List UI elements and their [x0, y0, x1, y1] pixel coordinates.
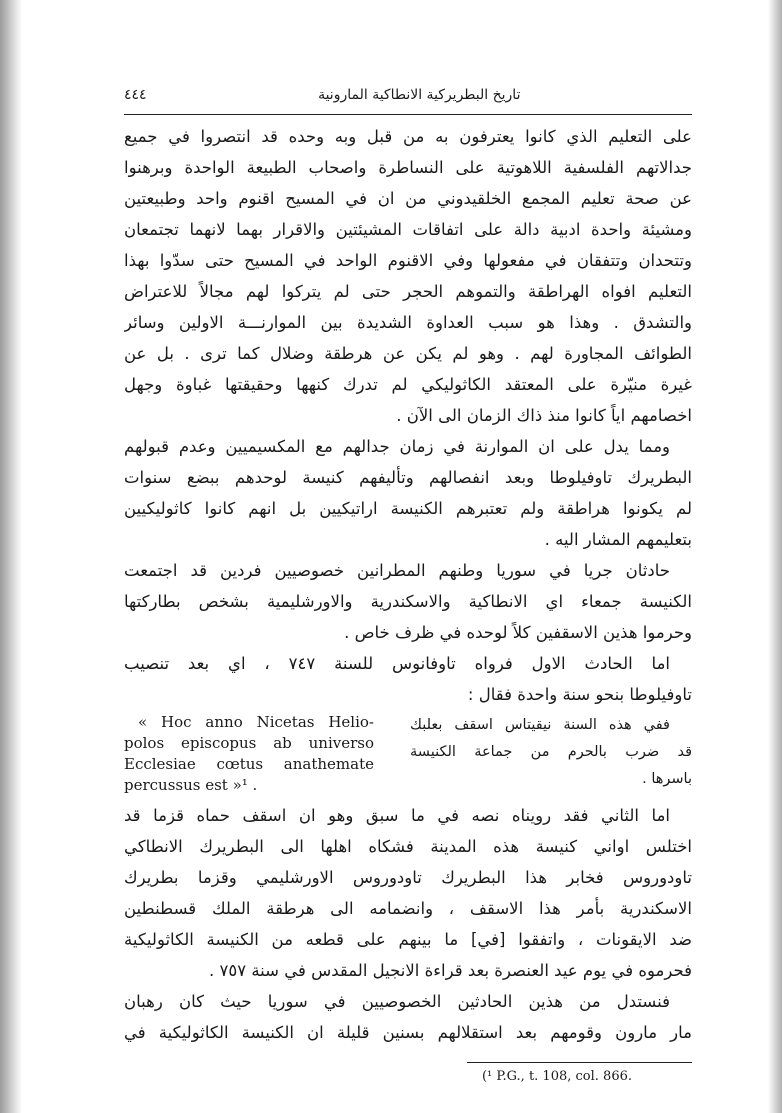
text-line: بتعليمهم المشار اليه . — [544, 530, 692, 549]
text-line: وتتحدان وتتفقان في مفعولها وفي الاقنوم الواحد في المسيح حتى سدّوا بهذا — [124, 251, 692, 270]
latin-line: polos episcopus ab universo — [124, 734, 374, 752]
paragraph-2 — [124, 431, 692, 555]
text-line: على التعليم الذي كانوا يعترفون به من قبل وبه وحده قد انتصروا في جميع — [124, 127, 692, 146]
text-line: ضد الايقونات ، واتفقوا [في] ما بينهم على قطعه من الكنيسة الكاثوليكية — [124, 930, 692, 949]
text-line: مار مارون وقومهم بعد استقلالهم بسنين قليلة ان الكنيسة الكاثوليكية في — [124, 1023, 692, 1042]
text-line: حادثان جريا في سوريا وطنهم المطرانين خصوصيين فردين قد اجتمعت — [124, 561, 670, 580]
arabic-quotation — [410, 712, 692, 796]
latin-quotation — [124, 712, 374, 796]
text-line: ومشيئة واحدة ادبية دالة على اتفاقات المشيئتين والاقرار بهما لانهما تجتمعان — [124, 220, 692, 239]
header-rule — [124, 114, 692, 115]
latin-line: Ecclesiae cœtus anathemate — [124, 755, 374, 773]
text-line: اختلس اواني كنيسة هذه المدينة فشكاه اهلها الى البطريرك الانطاكي — [124, 837, 692, 856]
text-line: قد ضرب بالحرم من جماعة الكنيسة — [410, 744, 692, 760]
text-line: اما الحادث الاول فرواه تاوفانوس للسنة ٧٤٧ ، اي بعد تنصيب — [124, 654, 671, 673]
paragraph-5 — [124, 800, 692, 986]
running-title: تاريخ البطريركية الانطاكية المارونية — [318, 87, 521, 103]
page-number: ٤٤٤ — [124, 87, 147, 103]
footnote-rule — [467, 1062, 692, 1063]
text-line: الطوائف المجاورة لهم . وهو لم يكن عن هرطقة وضلال كما ترى . بل عن — [124, 344, 692, 363]
paragraph-6 — [124, 986, 692, 1048]
text-line: تاوفيلوطا بنحو سنة واحدة فقال : — [467, 685, 692, 704]
text-line: اخصامهم اياً كانوا منذ ذاك الزمان الى الآن . — [396, 406, 692, 425]
text-line: الاسكندرية بأمر هذا الاسقف ، وانضمامه الى هرطقة الملك قسطنطين — [124, 899, 692, 918]
text-line: تاودوروس فخابر هذا البطريرك تاودوروس الاورشليمي وقزما بطريرك — [124, 868, 692, 887]
paragraph-4 — [124, 648, 692, 710]
text-line: ومما يدل على ان الموارنة في زمان جدالهم مع المكسيميين وعدم قبولهم — [124, 437, 670, 456]
text-line: عن صحة تعليم المجمع الخلقيدوني من ان في المسيح اقنوم واحد وطبيعتين — [124, 189, 692, 208]
paragraph-1 — [124, 121, 692, 431]
text-line: جدالاتهم الفلسفية اللاهوتية على النساطرة واصحاب الطبيعة الواحدة وبرهنوا — [124, 158, 692, 177]
scan-edge-right — [768, 0, 782, 1113]
parallel-quotation — [124, 712, 692, 796]
scan-edge-left — [0, 0, 22, 1113]
text-line: فحرموه في يوم عيد العنصرة بعد قراءة الانجيل المقدس في سنة ٧٥٧ . — [209, 961, 692, 980]
text-line: البطريرك تاوفيلوطا وبعد انفصالهم وتأليفهم كنيسة لوحدهم ببضع سنوات — [124, 468, 692, 487]
text-line: باسرها . — [642, 771, 692, 787]
book-page — [124, 82, 692, 1084]
running-header — [124, 82, 692, 108]
paragraph-3 — [124, 555, 692, 648]
text-line: غيرة منيّرة على المعتقد الكاثوليكي لم تدرك كنهها وحقيقتها غباوة وجهل — [124, 375, 692, 394]
text-line: لم يكونوا هراطقة ولم تعتبرهم الكنيسة اراتيكيين بل انهم كانوا كاثوليكيين — [124, 499, 692, 518]
text-line: الكنيسة جمعاء اي الانطاكية والاسكندرية والاورشليمية بشخص بطاركتها — [124, 592, 692, 611]
text-line: اما الثاني فقد رويناه نصه في ما سبق وهو ان اسقف حماه قزما قد — [124, 806, 670, 825]
text-line: التعليم افواه الهراطقة والتموهم الحجر حتى لم يتركوا لهم مجالاً للاعتراض — [124, 282, 692, 301]
text-line: فنستدل من هذين الحادثين الخصوصيين في سوريا حيث كان رهبان — [124, 992, 670, 1011]
text-line: وحرموا هذين الاسقفين كلاً لوحده في ظرف خاص . — [344, 623, 692, 642]
text-line: ففي هذه السنة نيقيتاس اسقف بعلبك — [410, 717, 670, 733]
text-line: والتشدق . وهذا هو سبب العداوة الشديدة بين الموارنـــة الاولين وسائر — [124, 313, 692, 332]
latin-line: percussus est »¹ . — [124, 776, 258, 794]
latin-line: « Hoc anno Nicetas Helio- — [138, 713, 374, 731]
footnote: (¹ P.G., t. 108, col. 866. — [481, 1069, 632, 1084]
